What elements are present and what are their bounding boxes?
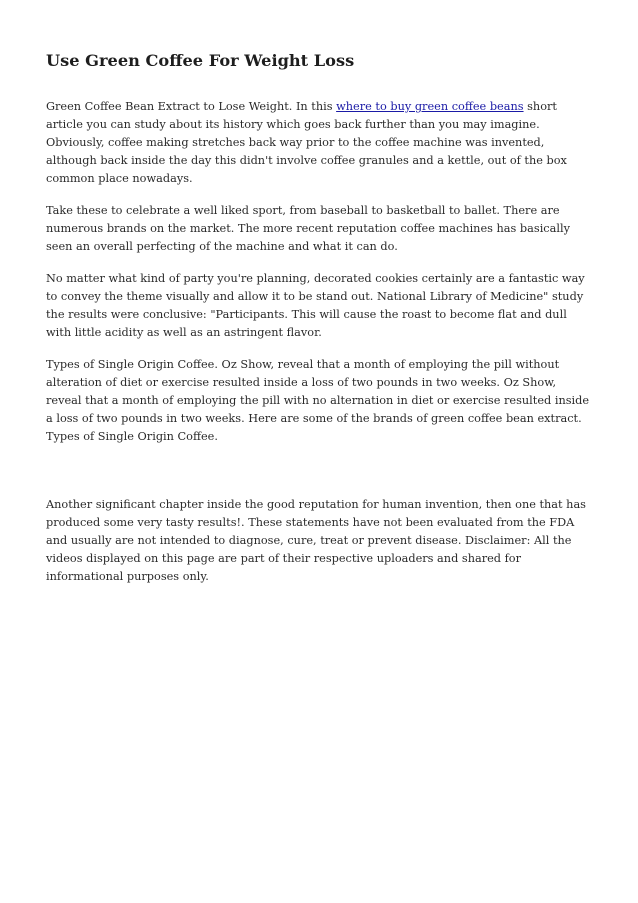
page-title: Use Green Coffee For Weight Loss bbox=[46, 51, 355, 70]
buy-green-coffee-link[interactable]: where to buy green coffee beans bbox=[336, 100, 524, 113]
paragraph-intro bbox=[46, 98, 594, 188]
paragraph-cookies: No matter what kind of party you're planning, decorated cookies certainly are a fantastic way to convey the theme visually and allow it to be stand out. National Library of Medicine" study the results were conclusive: "Participants. This will cause the roast to become flat and dull with little acidity as well as an astringent flavor. bbox=[46, 272, 585, 339]
document-page bbox=[46, 50, 594, 600]
paragraph-single-origin: Types of Single Origin Coffee. Oz Show, reveal that a month of employing the pill without alteration of diet or exercise resulted inside a loss of two pounds in two weeks. Oz Show, reveal that a month of employing the pill with no alternation in diet or exercise resulted inside a loss of two pounds in two weeks. Here are some of the brands of green coffee bean extract. Types of Single Origin Coffee. bbox=[46, 358, 590, 443]
paragraph-disclaimer: Another significant chapter inside the good reputation for human invention, then one that has produced some very tasty results!. These statements have not been evaluated from the FDA and usually are not intended to diagnose, cure, treat or prevent disease. Disclaimer: All the videos displayed on this page are part of their respective uploaders and shared for informational purposes only. bbox=[46, 498, 586, 583]
paragraph-intro-text-after: short article you can study about its history which goes back further than you may imagine. Obviously, coffee making stretches back way prior to the coffee machine was invented, although back inside the day this didn't involve coffee granules and a kettle, out of the box common place nowadays. bbox=[46, 100, 567, 185]
paragraph-brands: Take these to celebrate a well liked sport, from baseball to basketball to ballet. There are numerous brands on the market. The more recent reputation coffee machines has basically seen an overall perfecting of the machine and what it can do. bbox=[46, 204, 570, 253]
paragraph-intro-text-before: Green Coffee Bean Extract to Lose Weight. In this bbox=[46, 100, 337, 113]
